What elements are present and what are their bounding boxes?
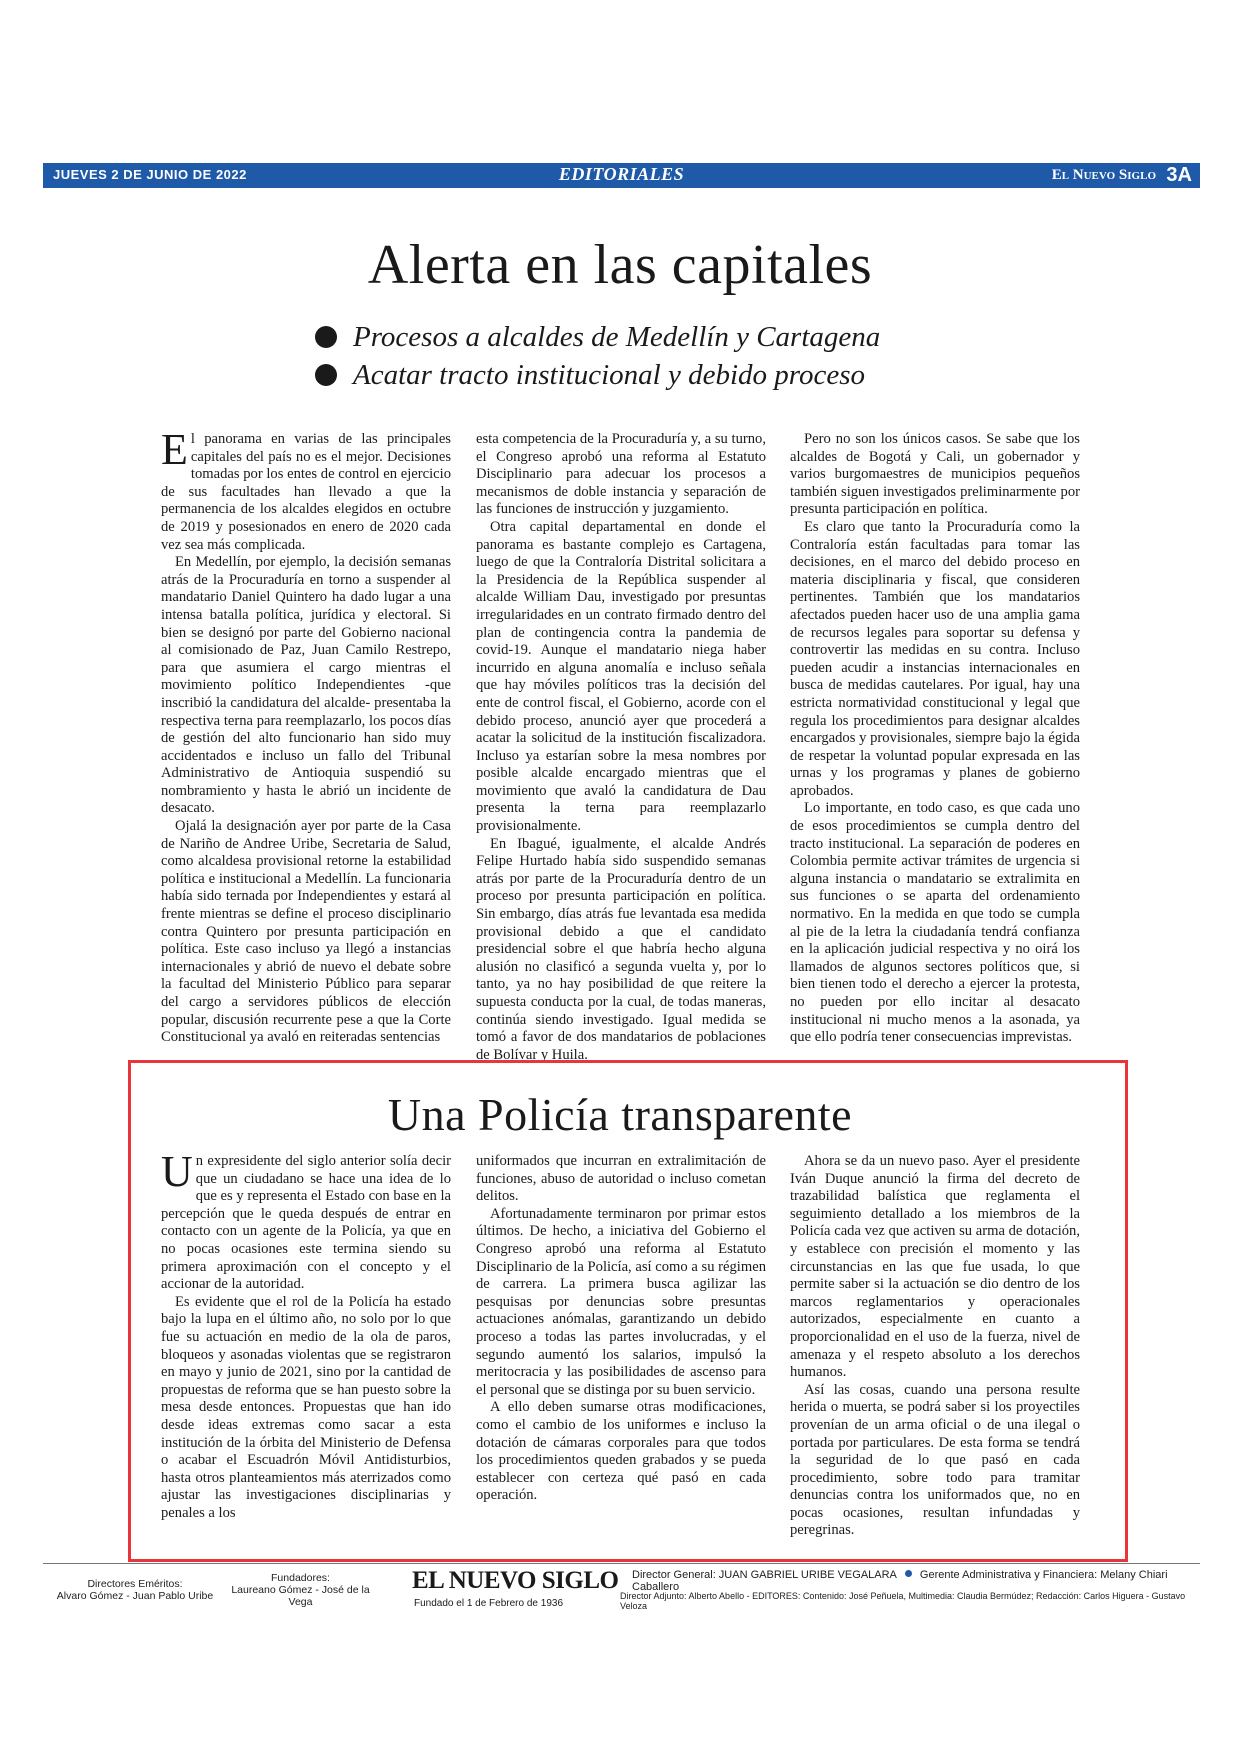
drop-cap: E bbox=[161, 425, 188, 474]
editorial-1-subtitles bbox=[315, 318, 880, 394]
paragraph: Lo importante, en todo caso, es que cada uno de esos procedimientos se cumpla dentro del tracto institucional. La separación de poderes en Colombia permite activar trámites de urgencia si alguna instancia o mandatario se extralimita en sus funciones o se aparta del ordenamiento normativo. En la medida en que todo se cumpla al pie de la letra la ciudadanía tendrá confianza en la aplicación judicial respectiva y no oirá los llamados de algunos sectores políticos que, si bien tienen todo el derecho a ejercer la protesta, no pueden por ello incitar al desacato institucional ni mucho menos a la asonada, ya que ello podría tener consecuencias imprevistas. bbox=[790, 800, 1080, 1046]
section-title: EDITORIALES bbox=[558, 164, 685, 184]
issue-date: JUEVES 2 DE JUNIO DE 2022 bbox=[53, 167, 247, 182]
paragraph: En Ibagué, igualmente, el alcalde Andrés Felipe Hurtado había sido suspendido semanas atrás por parte de la Procuraduría dentro de un proceso por presunta participación en política. Sin embargo, días atrás fue levantada esa medida provisional debido a que el candidato presidencial sobre el que habría hecho alguna alusión no clasificó a segunda vuelta y, por lo tanto, ya no hay posibilidad de que reitere la supuesta conducta por la cual, de todas maneras, continúa siendo investigado. Igual medida se tomó a favor de dos mandatarios de poblaciones de Bolívar y Huila. bbox=[476, 835, 766, 1063]
editorial-2-column-2 bbox=[476, 1153, 766, 1505]
emeritos-block: Directores Eméritos: Alvaro Gómez - Juan Pablo Uribe bbox=[56, 1578, 214, 1602]
paragraph: Un expresidente del siglo anterior solía decir que un ciudadano se hace una idea de lo que es y representa el Estado con base en la percepción que le queda después de entrar en contacto con un agente de la Policía, ya que en no pocas ocasiones este termina siendo su primera aproximación con el concepto y el accionar de la autoridad. bbox=[161, 1147, 451, 1293]
paragraph: El panorama en varias de las principales capitales del país no es el mejor. Decisiones tomadas por los entes de control en ejercicio de sus facultades han llevado a que la permanencia de los alcaldes elegidos en octubre de 2019 y posesionados en enero de 2020 cada vez sea más complicada. bbox=[161, 425, 451, 553]
paragraph: Así las cosas, cuando una persona resulte herida o muerta, se podrá saber si los proyectiles provenían de un arma oficial o de una ilegal o portada por particulares. De esta forma se tendrá la seguridad de lo que pasó en cada procedimiento, sobre todo para tramitar denuncias contra los uniformados que, no en pocas ocasiones, resultan infundadas y peregrinas. bbox=[790, 1381, 1080, 1539]
editors-line: Director Adjunto: Alberto Abello - EDITORES: Contenido: José Peñuela, Multimedia: Claudia Bermúdez; Redacción: Carlos Higuera - Gustavo Veloza bbox=[620, 1591, 1186, 1611]
newspaper-brand: El Nuevo Siglo bbox=[1051, 167, 1156, 183]
paragraph: Afortunadamente terminaron por primar estos últimos. De hecho, a iniciativa del Gobierno el Congreso aprobó una reforma al Estatuto Disciplinario de la Policía, así como a su régimen de carrera. La primera busca agilizar las pesquisas por denuncias sobre presuntas actuaciones anómalas, garantizando un debido proceso a todas las partes involucradas, y el segundo aumentó los salarios, impulsó la meritocracia y las posibilidades de ascenso para el personal que se distinga por su buen servicio. bbox=[476, 1205, 766, 1398]
paragraph: Otra capital departamental en donde el panorama es bastante complejo es Cartagena, luego de que la Contraloría Distrital solicitara a la Presidencia de la República suspender al alcalde William Dau, investigado por presuntas irregularidades en un contrato firmado dentro del plan de contingencia contra la pandemia de covid-19. Aunque el mandatario niega haber incurrido en alguna anomalía e incluso señala que hay móviles políticos tras la decisión del ente de control fiscal, el Gobierno, acorde con el debido proceso, anunció ayer que procederá a acatar la solicitud de la institución fiscalizadora. Incluso ya estarían sobre la mesa nombres por posible alcalde encargado mientras que el movimiento que avaló la candidatura de Dau presenta la terna para reemplazarlo provisionalmente. bbox=[476, 518, 766, 835]
paragraph: Es claro que tanto la Procuraduría como la Contraloría están facultadas para tomar las decisiones, en el marco del debido proceso en materia disciplinaria y fiscal, que consideren pertinentes. También que los mandatarios afectados pueden hacer uso de una amplia gama de recursos legales para soportar su defensa y controvertir las medidas en su contra. Incluso pueden acudir a instancias internacionales en busca de medidas cautelares. Por igual, hay una estricta normatividad constitucional y legal que regula los procedimientos para designar alcaldes encargados y provisionales, siempre bajo la égida de respetar la voluntad popular expresada en las urnas y los programas y planes de gobierno aprobados. bbox=[790, 518, 1080, 799]
masthead-logo: EL NUEVO SIGLO bbox=[412, 1567, 619, 1594]
subtitle-1: Procesos a alcaldes de Medellín y Cartagena bbox=[315, 318, 880, 356]
drop-cap: U bbox=[161, 1147, 193, 1196]
bullet-icon bbox=[315, 364, 337, 386]
paragraph: A ello deben sumarse otras modificaciones, como el cambio de los uniformes e incluso la dotación de cámaras corporales para que todos los procedimientos queden grabados y se pueda establecer con certeza qué pasó en cada operación. bbox=[476, 1399, 766, 1504]
paragraph: En Medellín, por ejemplo, la decisión semanas atrás de la Procuraduría en torno a suspender al mandatario Daniel Quintero ha dado lugar a una intensa batalla política, jurídica y electoral. Si bien se designó por parte del Gobierno nacional al comisionado de Paz, Juan Camilo Restrepo, para que asumiera el cargo mientras el movimiento político Independientes -que inscribió la candidatura del alcalde- presentaba la respectiva terna para reemplazarlo, los pocos días de gestión del alto funcionario han sido muy accidentados e incluso un fallo del Tribunal Administrativo de Antioquia suspendió su nombramiento y hasta le abrió un incidente de desacato. bbox=[161, 554, 451, 817]
footer-divider bbox=[43, 1563, 1200, 1564]
paragraph: Pero no son los únicos casos. Se sabe que los alcaldes de Bogotá y Cali, un gobernador y varios burgomaestres de municipios pequeños también siguen investigados preliminarmente por presunta participación en política. bbox=[790, 431, 1080, 518]
editorial-2-column-1 bbox=[161, 1147, 451, 1522]
directors-line: Director General: JUAN GABRIEL URIBE VEGALARA Gerente Administrativa y Financiera: Melany Chiari Caballero bbox=[632, 1569, 1168, 1593]
page-header-bar bbox=[43, 163, 1200, 188]
editorial-2-title: Una Policía transparente bbox=[387, 1089, 853, 1140]
editorial-1-title: Alerta en las capitales bbox=[367, 234, 873, 296]
founded-date: Fundado el 1 de Febrero de 1936 bbox=[414, 1598, 563, 1609]
paragraph: Ahora se da un nuevo paso. Ayer el presidente Iván Duque anunció la firma del decreto de trazabilidad balística que reglamenta el seguimiento detallado a los miembros de la Policía cada vez que activen su arma de dotación, y establece con precisión el momento y las circunstancias en las que fue usada, lo que permite saber si la actuación se dio dentro de los marcos reglamentarios y operacionales autorizados, especialmente en cuanto a proporcionalidad en el uso de la fuerza, nivel de amenaza y el respeto absoluto a los derechos humanos. bbox=[790, 1153, 1080, 1381]
editorial-2-column-3 bbox=[790, 1153, 1080, 1540]
subtitle-2: Acatar tracto institucional y debido proceso bbox=[315, 356, 880, 394]
paragraph: uniformados que incurran en extralimitación de funciones, abuso de autoridad o incluso cometan delitos. bbox=[476, 1153, 766, 1205]
editorial-1-column-2 bbox=[476, 431, 766, 1064]
paragraph: Ojalá la designación ayer por parte de la Casa de Nariño de Andree Uribe, Secretaria de Salud, como alcaldesa provisional retorne la estabilidad política e institucional a Medellín. La funcionaria había sido ternada por Independientes y estará al frente mientras se define el proceso disciplinario contra Quintero por presunta participación en política. Este caso incluso ya llegó a instancias internacionales y abrió de nuevo el debate sobre la facultad del Ministerio Público para separar del cargo a servidores públicos de elección popular, discusión recurrente pese a que la Corte Constitucional ya avaló en reiteradas sentencias bbox=[161, 818, 451, 1046]
editorial-1-column-1 bbox=[161, 425, 451, 1047]
paragraph: Es evidente que el rol de la Policía ha estado bajo la lupa en el último año, no solo por lo que fue su actuación en medio de la ola de paros, bloqueos y asonadas violentas que se registraron en mayo y junio de 2021, sino por la cantidad de propuestas de reforma que se han puesto sobre la mesa desde entonces. Propuestas que han ido desde ideas extremas como sacar a esta institución de la órbita del Ministerio de Defensa o acabar el Escuadrón Móvil Antidisturbios, hasta otros planteamientos más aterrizados como ajustar las investigaciones disciplinarias y penales a los bbox=[161, 1293, 451, 1521]
paragraph: esta competencia de la Procuraduría y, a su turno, el Congreso aprobó una reforma al Estatuto Disciplinario para adecuar los procesos a mecanismos de doble instancia y separación de las funciones de instrucción y juzgamiento. bbox=[476, 431, 766, 518]
fundadores-block: Fundadores: Laureano Gómez - José de la Vega bbox=[231, 1572, 370, 1608]
page-number: 3A bbox=[1166, 164, 1192, 186]
bullet-icon bbox=[315, 326, 337, 348]
editorial-1-column-3 bbox=[790, 431, 1080, 1047]
separator-dot-icon bbox=[905, 1570, 912, 1577]
